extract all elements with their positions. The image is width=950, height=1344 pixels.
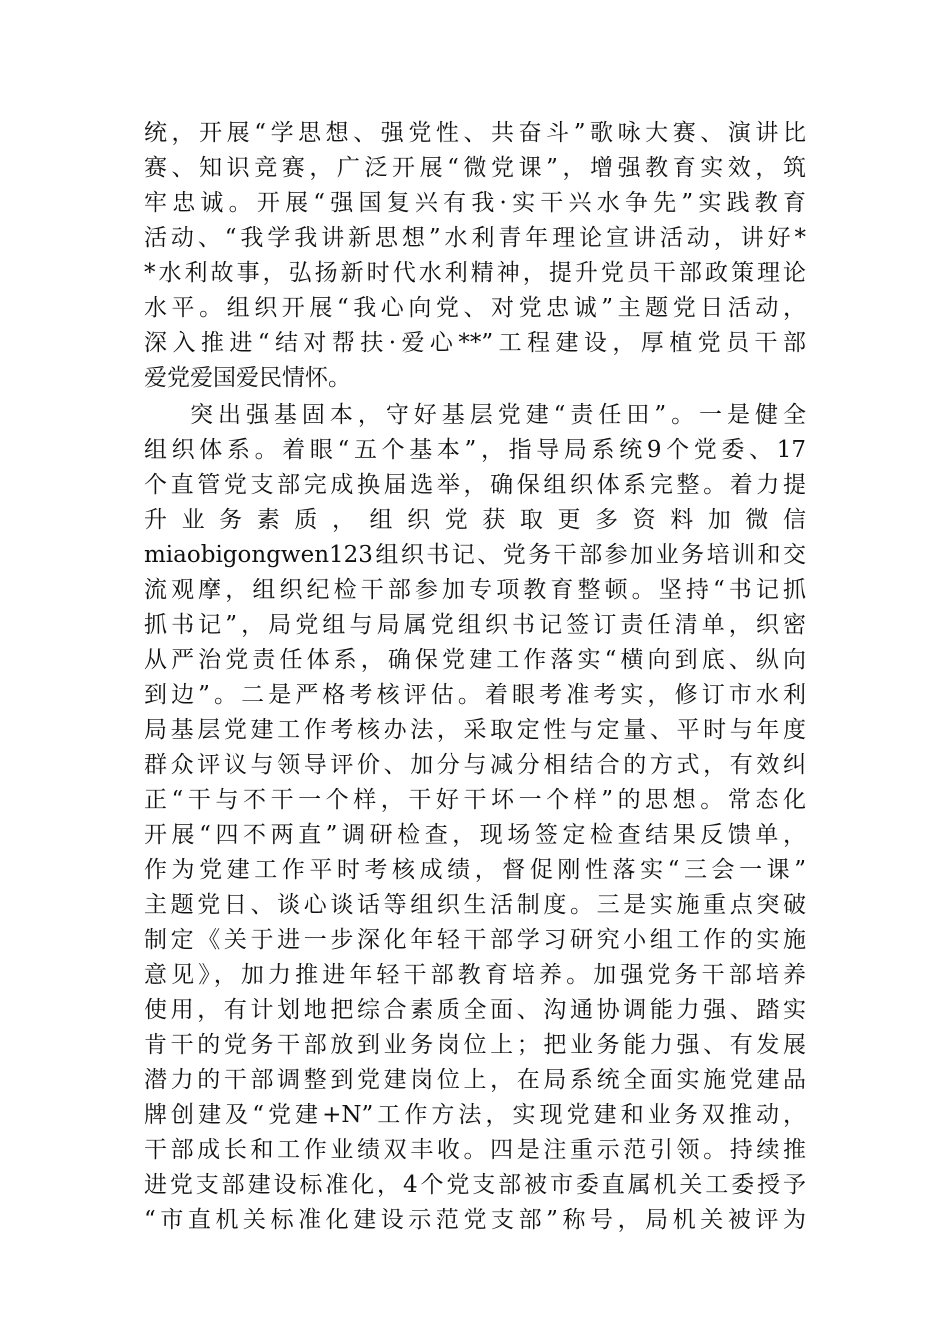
- document-page: [144, 116, 806, 1238]
- paragraph-1: [144, 116, 806, 396]
- text-line: *水利故事，弘扬新时代水利精神，提升党员干部政策理论: [144, 260, 806, 286]
- text-line: 从严治党责任体系，确保党建工作落实“横向到底、纵向: [144, 647, 806, 673]
- text-line: 使用，有计划地把综合素质全面、沟通协调能力强、踏实: [144, 997, 806, 1023]
- text-line: 统，开展“学思想、强党性、共奋斗”歌咏大赛、演讲比: [144, 120, 806, 146]
- text-line: 抓书记”，局党组与局属党组织书记签订责任清单，织密: [144, 612, 806, 638]
- text-line: 组织体系。着眼“五个基本”，指导局系统9个党委、17: [144, 437, 806, 463]
- text-line: 进党支部建设标准化，4个党支部被市委直属机关工委授予: [144, 1172, 806, 1198]
- text-line: 深入推进“结对帮扶·爱心**”工程建设，厚植党员干部: [144, 330, 806, 356]
- text-line: 赛、知识竞赛，广泛开展“微党课”，增强教育实效，筑: [144, 155, 806, 181]
- text-line: 爱党爱国爱民情怀。: [144, 365, 351, 391]
- text-line: 牢忠诚。开展“强国复兴有我·实干兴水争先”实践教育: [144, 190, 806, 216]
- text-line: 正“干与不干一个样，干好干坏一个样”的思想。常态化: [144, 787, 806, 813]
- text-line: 干部成长和工作业绩双丰收。四是注重示范引领。持续推: [144, 1137, 806, 1163]
- text-line: 个直管党支部完成换届选举，确保组织体系完整。着力提: [144, 472, 806, 498]
- text-line: 主题党日、谈心谈话等组织生活制度。三是实施重点突破: [144, 892, 806, 918]
- text-line: 意见》，加力推进年轻干部教育培养。加强党务干部培养: [144, 962, 806, 988]
- text-line: 作为党建工作平时考核成绩，督促刚性落实“三会一课”: [144, 857, 806, 883]
- text-line: 群众评议与领导评价、加分与减分相结合的方式，有效纠: [144, 752, 806, 778]
- text-line: miaobigongwen123组织书记、党务干部参加业务培训和交: [144, 542, 806, 568]
- text-line: 突出强基固本，守好基层党建“责任田”。一是健全: [190, 402, 806, 428]
- text-line: 制定《关于进一步深化年轻干部学习研究小组工作的实施: [144, 927, 806, 953]
- paragraph-2: [144, 398, 806, 1238]
- text-line: 到边”。二是严格考核评估。着眼考准考实，修订市水利: [144, 682, 806, 708]
- text-line: 牌创建及“党建+N”工作方法，实现党建和业务双推动，: [144, 1102, 806, 1128]
- text-line: 活动、“我学我讲新思想”水利青年理论宣讲活动，讲好*: [144, 225, 806, 251]
- text-line: 肯干的党务干部放到业务岗位上；把业务能力强、有发展: [144, 1032, 806, 1058]
- text-line: 水平。组织开展“我心向党、对党忠诚”主题党日活动，: [144, 295, 806, 321]
- text-line: “市直机关标准化建设示范党支部”称号，局机关被评为: [144, 1207, 806, 1233]
- text-line: 流观摩，组织纪检干部参加专项教育整顿。坚持“书记抓: [144, 577, 806, 603]
- text-line: 开展“四不两直”调研检查，现场签定检查结果反馈单，: [144, 822, 806, 848]
- text-line: 局基层党建工作考核办法，采取定性与定量、平时与年度: [144, 717, 806, 743]
- text-line: 潜力的干部调整到党建岗位上，在局系统全面实施党建品: [144, 1067, 806, 1093]
- text-line: 升 业 务 素 质 ， 组 织 党 获 取 更 多 资 料 加 微 信: [144, 507, 806, 533]
